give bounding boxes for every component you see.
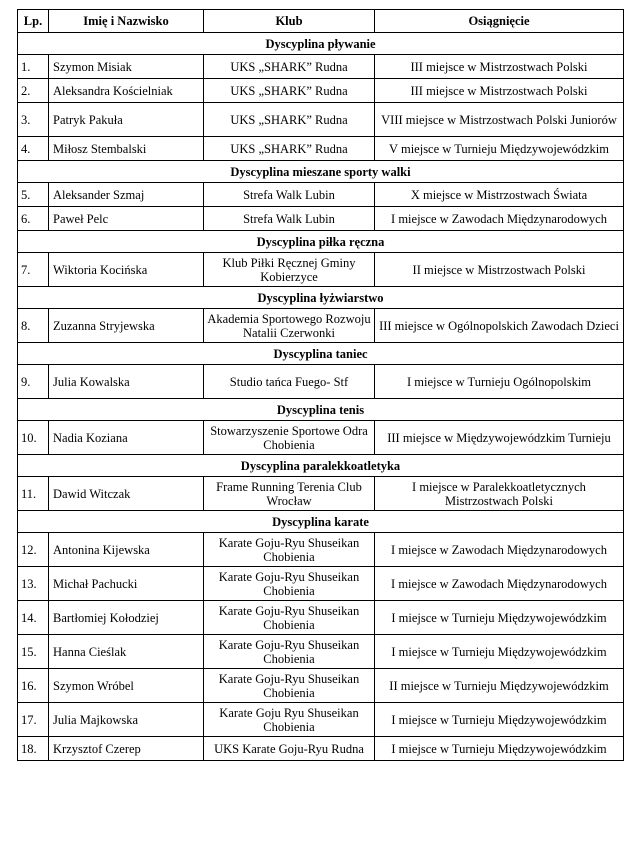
cell-name: Patryk Pakuła: [49, 103, 204, 137]
cell-club: UKS „SHARK” Rudna: [204, 55, 375, 79]
section-header-row: [18, 161, 624, 183]
section-title: Dyscyplina łyżwiarstwo: [18, 287, 624, 309]
table-row: [18, 669, 624, 703]
table-row: [18, 601, 624, 635]
cell-achievement: I miejsce w Zawodach Międzynarodowych: [375, 533, 624, 567]
cell-lp: 2.: [18, 79, 49, 103]
section-header-row: [18, 343, 624, 365]
cell-lp: 16.: [18, 669, 49, 703]
table-row: [18, 365, 624, 399]
section-title: Dyscyplina paralekkoatletyka: [18, 455, 624, 477]
cell-achievement: I miejsce w Turnieju Międzywojewódzkim: [375, 601, 624, 635]
section-title: Dyscyplina pływanie: [18, 33, 624, 55]
cell-achievement: III miejsce w Mistrzostwach Polski: [375, 55, 624, 79]
cell-club: Strefa Walk Lubin: [204, 183, 375, 207]
cell-achievement: V miejsce w Turnieju Międzywojewódzkim: [375, 137, 624, 161]
cell-name: Nadia Koziana: [49, 421, 204, 455]
cell-club: Akademia Sportowego Rozwoju Natalii Czerwonki: [204, 309, 375, 343]
cell-club: Stowarzyszenie Sportowe Odra Chobienia: [204, 421, 375, 455]
table-row: [18, 103, 624, 137]
cell-achievement: III miejsce w Międzywojewódzkim Turnieju: [375, 421, 624, 455]
cell-lp: 15.: [18, 635, 49, 669]
awards-table: [17, 9, 624, 761]
cell-name: Szymon Misiak: [49, 55, 204, 79]
table-body: [18, 33, 624, 761]
header-lp: Lp.: [18, 10, 49, 33]
cell-club: Karate Goju-Ryu Shuseikan Chobienia: [204, 533, 375, 567]
cell-name: Miłosz Stembalski: [49, 137, 204, 161]
cell-achievement: I miejsce w Turnieju Międzywojewódzkim: [375, 635, 624, 669]
cell-lp: 3.: [18, 103, 49, 137]
table-row: [18, 477, 624, 511]
cell-lp: 7.: [18, 253, 49, 287]
cell-name: Julia Majkowska: [49, 703, 204, 737]
table-row: [18, 55, 624, 79]
cell-achievement: I miejsce w Turnieju Ogólnopolskim: [375, 365, 624, 399]
table-row: [18, 137, 624, 161]
cell-achievement: VIII miejsce w Mistrzostwach Polski Juniorów: [375, 103, 624, 137]
cell-club: UKS Karate Goju-Ryu Rudna: [204, 737, 375, 761]
cell-lp: 5.: [18, 183, 49, 207]
cell-name: Krzysztof Czerep: [49, 737, 204, 761]
table-row: [18, 421, 624, 455]
cell-achievement: X miejsce w Mistrzostwach Świata: [375, 183, 624, 207]
cell-achievement: I miejsce w Turnieju Międzywojewódzkim: [375, 737, 624, 761]
section-header-row: [18, 33, 624, 55]
table-row: [18, 737, 624, 761]
section-header-row: [18, 231, 624, 253]
cell-club: Strefa Walk Lubin: [204, 207, 375, 231]
cell-lp: 18.: [18, 737, 49, 761]
cell-lp: 9.: [18, 365, 49, 399]
cell-lp: 10.: [18, 421, 49, 455]
cell-achievement: III miejsce w Mistrzostwach Polski: [375, 79, 624, 103]
cell-club: UKS „SHARK” Rudna: [204, 103, 375, 137]
table-row: [18, 253, 624, 287]
table-header-row: [18, 10, 624, 33]
table-row: [18, 635, 624, 669]
cell-club: Studio tańca Fuego- Stf: [204, 365, 375, 399]
cell-achievement: III miejsce w Ogólnopolskich Zawodach Dzieci: [375, 309, 624, 343]
section-title: Dyscyplina taniec: [18, 343, 624, 365]
section-title: Dyscyplina tenis: [18, 399, 624, 421]
cell-lp: 4.: [18, 137, 49, 161]
cell-club: Karate Goju-Ryu Shuseikan Chobienia: [204, 669, 375, 703]
cell-achievement: I miejsce w Zawodach Międzynarodowych: [375, 207, 624, 231]
cell-name: Dawid Witczak: [49, 477, 204, 511]
cell-name: Hanna Cieślak: [49, 635, 204, 669]
section-title: Dyscyplina piłka ręczna: [18, 231, 624, 253]
cell-name: Aleksandra Kościelniak: [49, 79, 204, 103]
table-row: [18, 183, 624, 207]
section-header-row: [18, 287, 624, 309]
cell-lp: 12.: [18, 533, 49, 567]
section-header-row: [18, 455, 624, 477]
table-row: [18, 309, 624, 343]
cell-achievement: I miejsce w Paralekkoatletycznych Mistrzostwach Polski: [375, 477, 624, 511]
cell-name: Wiktoria Kocińska: [49, 253, 204, 287]
table-row: [18, 207, 624, 231]
table-row: [18, 703, 624, 737]
cell-name: Julia Kowalska: [49, 365, 204, 399]
header-achievement: Osiągnięcie: [375, 10, 624, 33]
cell-club: Karate Goju Ryu Shuseikan Chobienia: [204, 703, 375, 737]
cell-lp: 17.: [18, 703, 49, 737]
header-name: Imię i Nazwisko: [49, 10, 204, 33]
cell-lp: 14.: [18, 601, 49, 635]
cell-lp: 13.: [18, 567, 49, 601]
cell-club: Karate Goju-Ryu Shuseikan Chobienia: [204, 601, 375, 635]
cell-lp: 11.: [18, 477, 49, 511]
cell-club: UKS „SHARK” Rudna: [204, 137, 375, 161]
cell-club: UKS „SHARK” Rudna: [204, 79, 375, 103]
section-header-row: [18, 399, 624, 421]
table-row: [18, 533, 624, 567]
cell-lp: 1.: [18, 55, 49, 79]
cell-achievement: I miejsce w Zawodach Międzynarodowych: [375, 567, 624, 601]
cell-name: Szymon Wróbel: [49, 669, 204, 703]
table-row: [18, 567, 624, 601]
header-club: Klub: [204, 10, 375, 33]
cell-club: Karate Goju-Ryu Shuseikan Chobienia: [204, 567, 375, 601]
cell-club: Frame Running Terenia Club Wrocław: [204, 477, 375, 511]
cell-name: Antonina Kijewska: [49, 533, 204, 567]
cell-name: Michał Pachucki: [49, 567, 204, 601]
cell-lp: 8.: [18, 309, 49, 343]
cell-achievement: II miejsce w Turnieju Międzywojewódzkim: [375, 669, 624, 703]
cell-club: Klub Piłki Ręcznej Gminy Kobierzyce: [204, 253, 375, 287]
cell-club: Karate Goju-Ryu Shuseikan Chobienia: [204, 635, 375, 669]
cell-achievement: II miejsce w Mistrzostwach Polski: [375, 253, 624, 287]
section-header-row: [18, 511, 624, 533]
cell-achievement: I miejsce w Turnieju Międzywojewódzkim: [375, 703, 624, 737]
section-title: Dyscyplina mieszane sporty walki: [18, 161, 624, 183]
cell-name: Aleksander Szmaj: [49, 183, 204, 207]
table-row: [18, 79, 624, 103]
section-title: Dyscyplina karate: [18, 511, 624, 533]
cell-name: Paweł Pelc: [49, 207, 204, 231]
cell-lp: 6.: [18, 207, 49, 231]
cell-name: Bartłomiej Kołodziej: [49, 601, 204, 635]
cell-name: Zuzanna Stryjewska: [49, 309, 204, 343]
